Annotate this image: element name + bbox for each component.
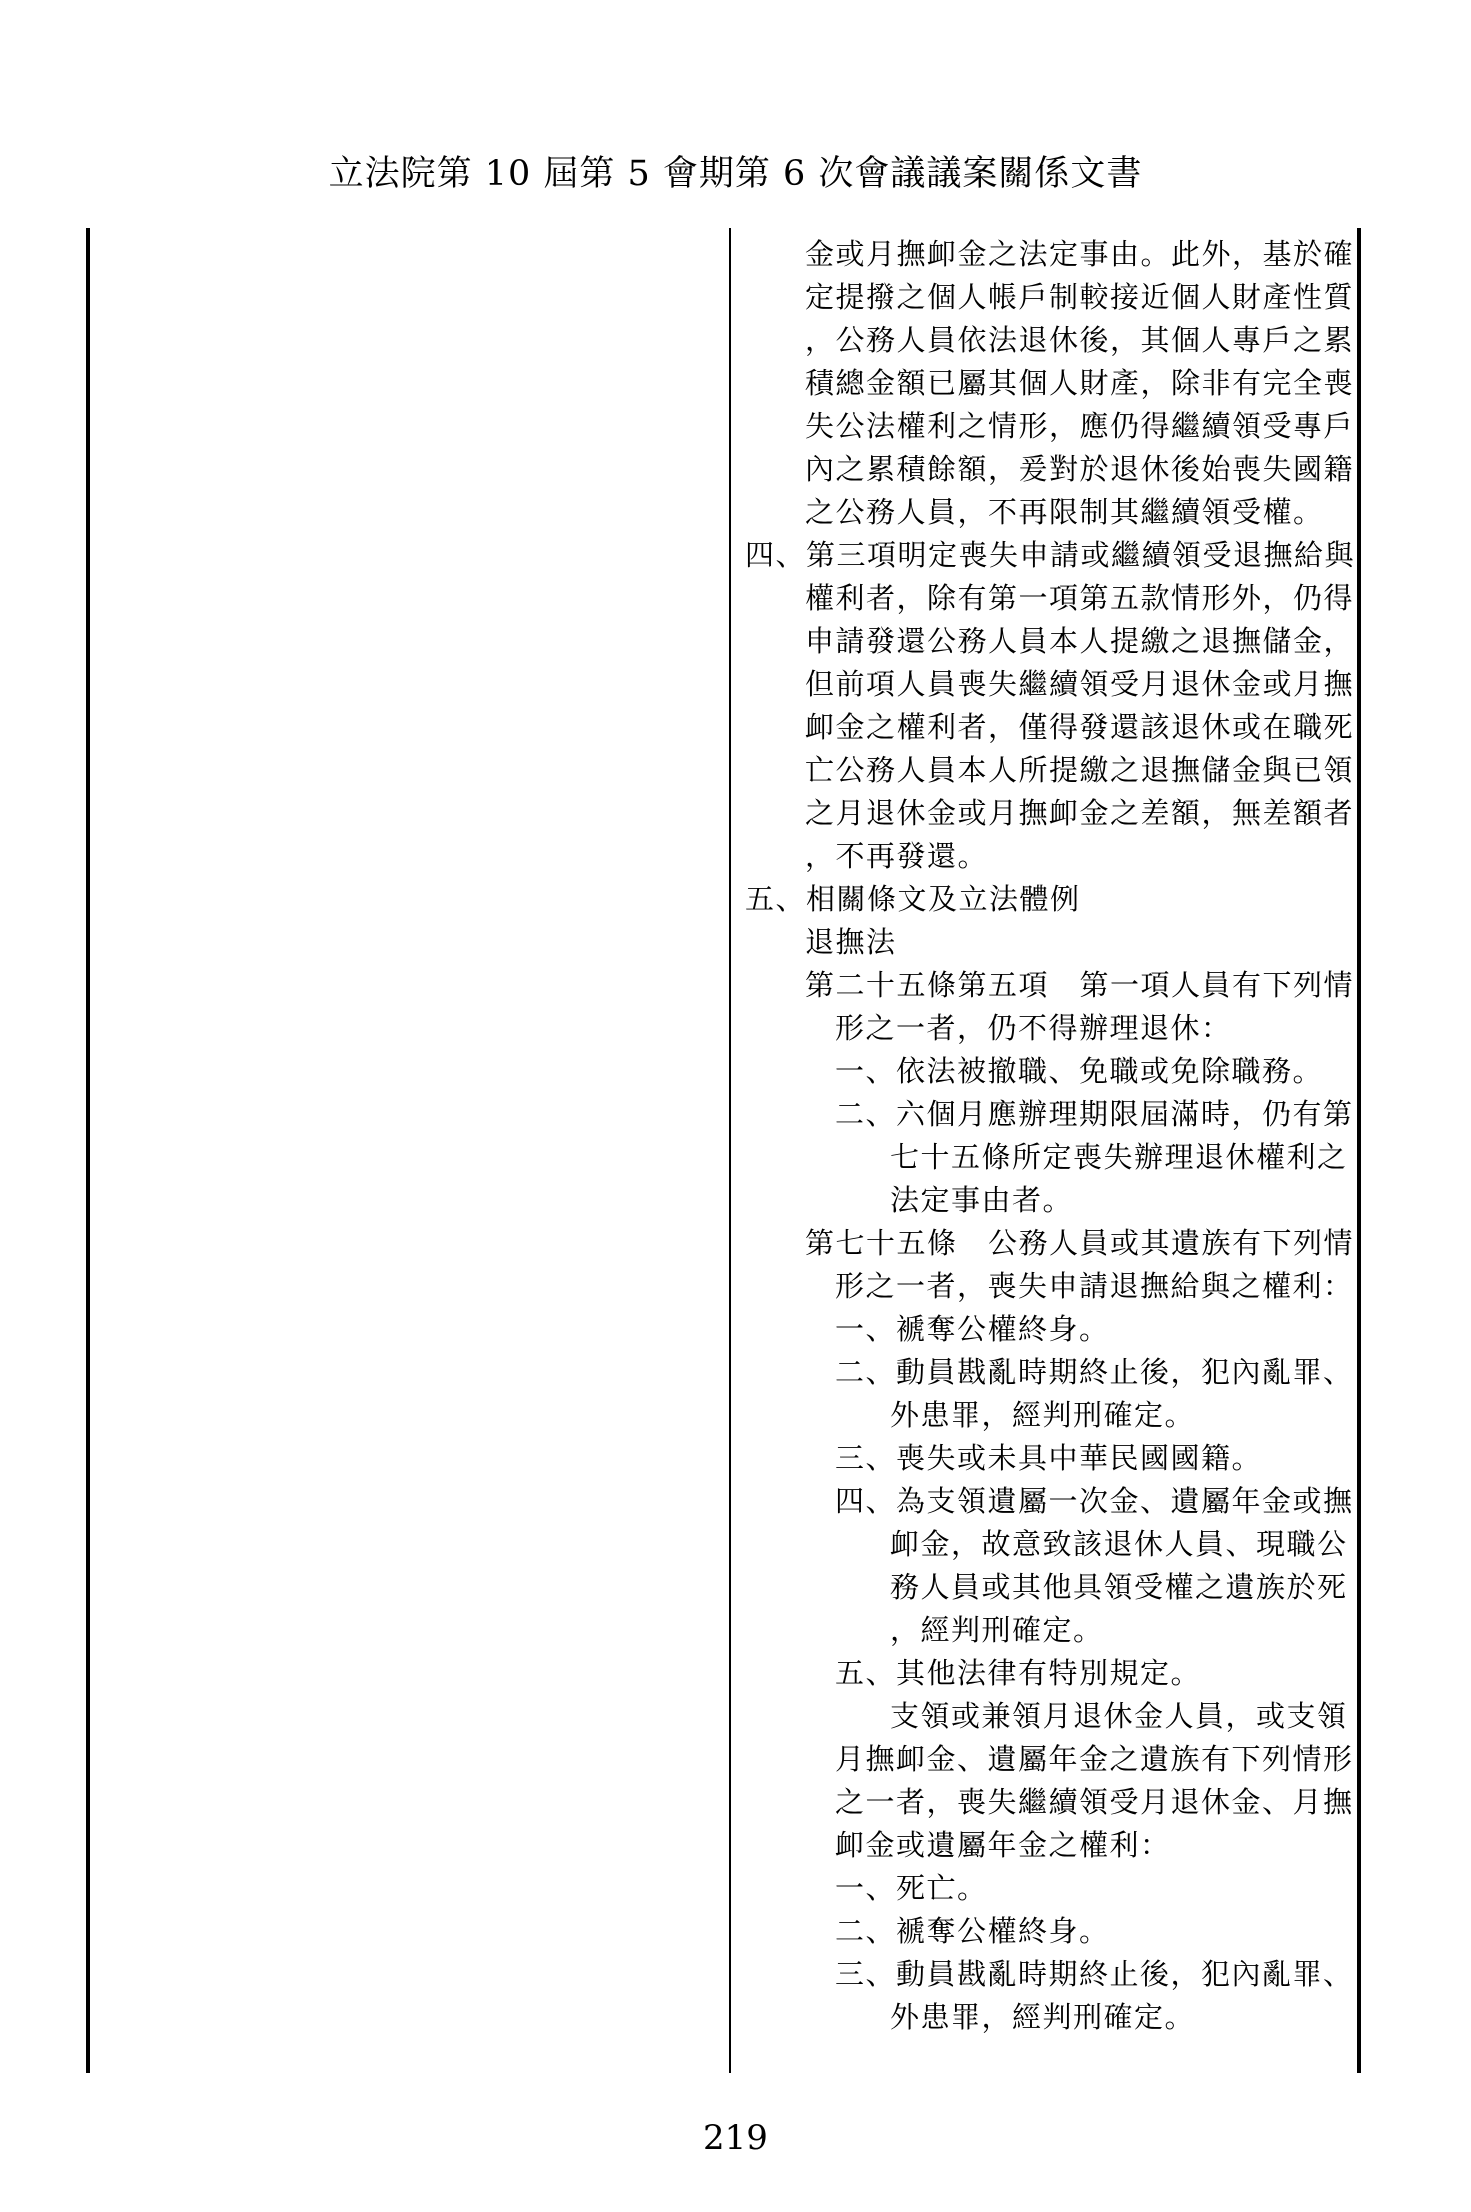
text-line: ，經判刑確定。 [890,1613,1104,1647]
text-line: 定提撥之個人帳戶制較接近個人財產性質 [805,280,1355,314]
text-line: 卹金或遺屬年金之權利： [835,1828,1171,1862]
text-line: 務人員或其他具領受權之遺族於死 [890,1570,1348,1604]
page-number: 219 [703,2118,768,2158]
text-line: 法定事由者。 [890,1183,1074,1217]
text-line: 第七十五條 公務人員或其遺族有下列情 [805,1226,1355,1260]
text-line: 之月退休金或月撫卹金之差額，無差額者 [805,796,1355,830]
text-line: 二、六個月應辦理期限屆滿時，仍有第 [835,1097,1354,1131]
text-line: 五、相關條文及立法體例 [745,882,1081,916]
text-line: 積總金額已屬其個人財產，除非有完全喪 [805,366,1355,400]
text-line: 四、第三項明定喪失申請或繼續領受退撫給與 [745,538,1356,572]
table-left-border [86,228,90,2073]
text-line: 七十五條所定喪失辦理退休權利之 [890,1140,1348,1174]
text-line: 二、褫奪公權終身。 [835,1914,1110,1948]
text-line: 第二十五條第五項 第一項人員有下列情 [805,968,1355,1002]
text-line: 一、褫奪公權終身。 [835,1312,1110,1346]
text-line: 權利者，除有第一項第五款情形外，仍得 [805,581,1355,615]
text-line: 外患罪，經判刑確定。 [890,2000,1196,2034]
text-line: 卹金之權利者，僅得發還該退休或在職死 [805,710,1355,744]
text-line: 月撫卹金、遺屬年金之遺族有下列情形 [835,1742,1354,1776]
text-line: 內之累積餘額，爰對於退休後始喪失國籍 [805,452,1355,486]
text-line: 申請發還公務人員本人提繳之退撫儲金， [805,624,1355,658]
text-line: 亡公務人員本人所提繳之退撫儲金與已領 [805,753,1355,787]
document-body [737,233,1362,2039]
text-line: 卹金，故意致該退休人員、現職公 [890,1527,1348,1561]
text-line: 形之一者，仍不得辦理退休： [835,1011,1232,1045]
text-line: 二、動員戡亂時期終止後，犯內亂罪、 [835,1355,1354,1389]
text-line: 但前項人員喪失繼續領受月退休金或月撫 [805,667,1355,701]
page-header-title: 立法院第 10 屆第 5 會期第 6 次會議議案關係文書 [328,154,1143,194]
text-line: 一、死亡。 [835,1871,988,1905]
text-line: 三、喪失或未具中華民國國籍。 [835,1441,1263,1475]
text-line: 失公法權利之情形，應仍得繼續領受專戶 [805,409,1355,443]
text-line: 三、動員戡亂時期終止後，犯內亂罪、 [835,1957,1354,1991]
text-line: 之一者，喪失繼續領受月退休金、月撫 [835,1785,1354,1819]
text-line: 五、其他法律有特別規定。 [835,1656,1202,1690]
text-line: ，公務人員依法退休後，其個人專戶之累 [805,323,1355,357]
table-column-divider [729,228,731,2073]
text-line: 之公務人員，不再限制其繼續領受權。 [805,495,1324,529]
text-line: 支領或兼領月退休金人員，或支領 [890,1699,1348,1733]
text-line: 四、為支領遺屬一次金、遺屬年金或撫 [835,1484,1354,1518]
text-line: 金或月撫卹金之法定事由。此外，基於確 [805,237,1355,271]
text-line: 外患罪，經判刑確定。 [890,1398,1196,1432]
text-line: 退撫法 [805,925,897,959]
text-line: ，不再發還。 [805,839,989,873]
text-line: 形之一者，喪失申請退撫給與之權利： [835,1269,1354,1303]
text-line: 一、依法被撤職、免職或免除職務。 [835,1054,1324,1088]
